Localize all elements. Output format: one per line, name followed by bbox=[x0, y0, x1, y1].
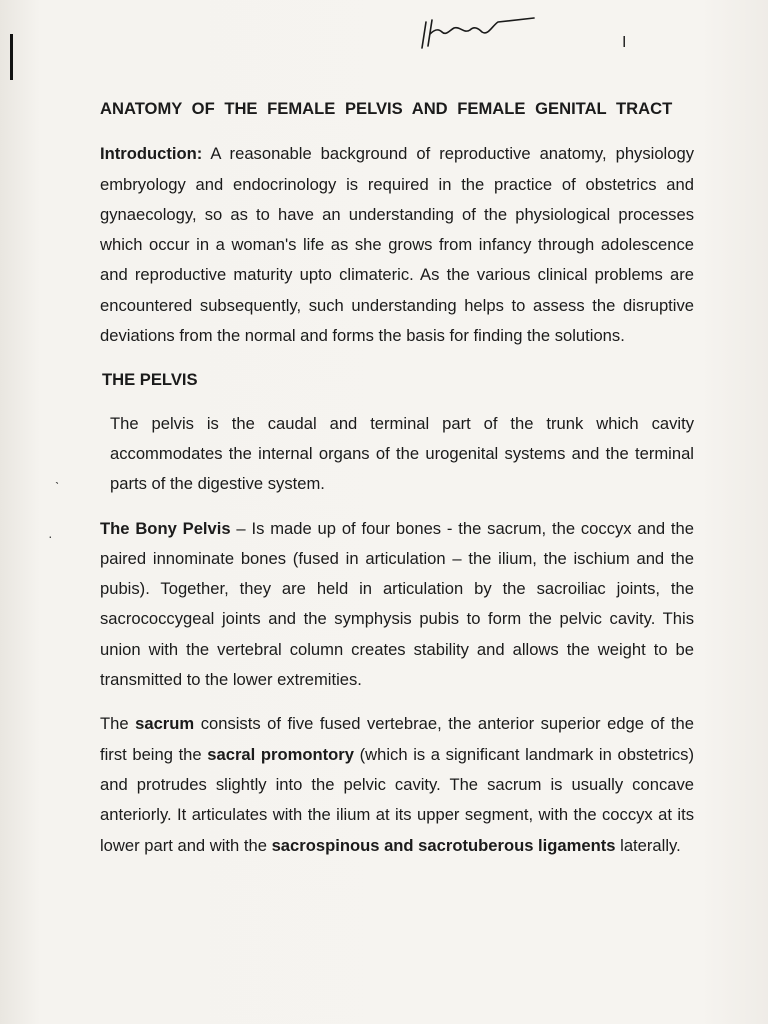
document-body bbox=[100, 94, 694, 875]
bony-pelvis-label: The Bony Pelvis bbox=[100, 518, 231, 538]
intro-text: A reasonable background of reproductive anatomy, physiology embryology and endocrinology is required in the practice of obstetrics and gynaecology, so as to have an understanding of the physiological processes which occur in a woman's life as she grows from infancy through adolescence and reproductive maturity upto climateric. As the various clinical problems are encountered subsequently, such understanding helps to assess the disruptive deviations from the normal and forms the basis for finding the solutions. bbox=[100, 144, 694, 346]
sacrum-text-2: consists of five fused vertebrae, the anterior superior edge of the first being the bbox=[100, 714, 694, 764]
sacrum-text-3: (which is a significant landmark in obstetrics) and protrudes slightly into the pelvic cavity. The sacrum is usually concave anteriorly. It articulates with the ilium at its upper segment, with the coccyx at its lower part and with the bbox=[100, 744, 695, 855]
intro-paragraph bbox=[100, 139, 694, 351]
section-heading-pelvis: THE PELVIS bbox=[102, 370, 198, 390]
binding-edge-mark bbox=[10, 34, 13, 80]
sacrum-paragraph bbox=[100, 709, 694, 860]
sacrum-term: sacrum bbox=[135, 714, 195, 734]
sacrum-text-4: laterally. bbox=[615, 835, 681, 855]
pelvis-paragraph: The pelvis is the caudal and terminal part of the trunk which cavity accommodates the internal organs of the urogenital systems and the terminal parts of the digestive system. bbox=[110, 413, 694, 494]
document-title: ANATOMY OF THE FEMALE PELVIS AND FEMALE GENITAL TRACT bbox=[100, 99, 673, 118]
scan-speck: ˎ bbox=[55, 468, 60, 484]
handwritten-signature bbox=[416, 8, 546, 58]
ligaments-term: sacrospinous and sacrotuberous ligaments bbox=[271, 835, 616, 855]
bony-pelvis-paragraph bbox=[100, 514, 694, 696]
sacrum-text-1: The bbox=[100, 714, 136, 734]
page-mark: I bbox=[622, 34, 627, 51]
scan-speck: · bbox=[48, 528, 53, 544]
bony-pelvis-text: – Is made up of four bones - the sacrum, the coccyx and the paired innominate bones (fused in articulation – the ilium, the ischium and the pubis). Together, they are held in articulation by the sacroiliac joints, the sacrococcygeal joints and the symphysis pubis to form the pelvic cavity. This union with the vertebral column creates stability and allows the weight to be transmitted to the lower extremities. bbox=[100, 518, 694, 690]
intro-label: Introduction: bbox=[100, 144, 203, 164]
sacral-promontory-term: sacral promontory bbox=[207, 744, 354, 764]
